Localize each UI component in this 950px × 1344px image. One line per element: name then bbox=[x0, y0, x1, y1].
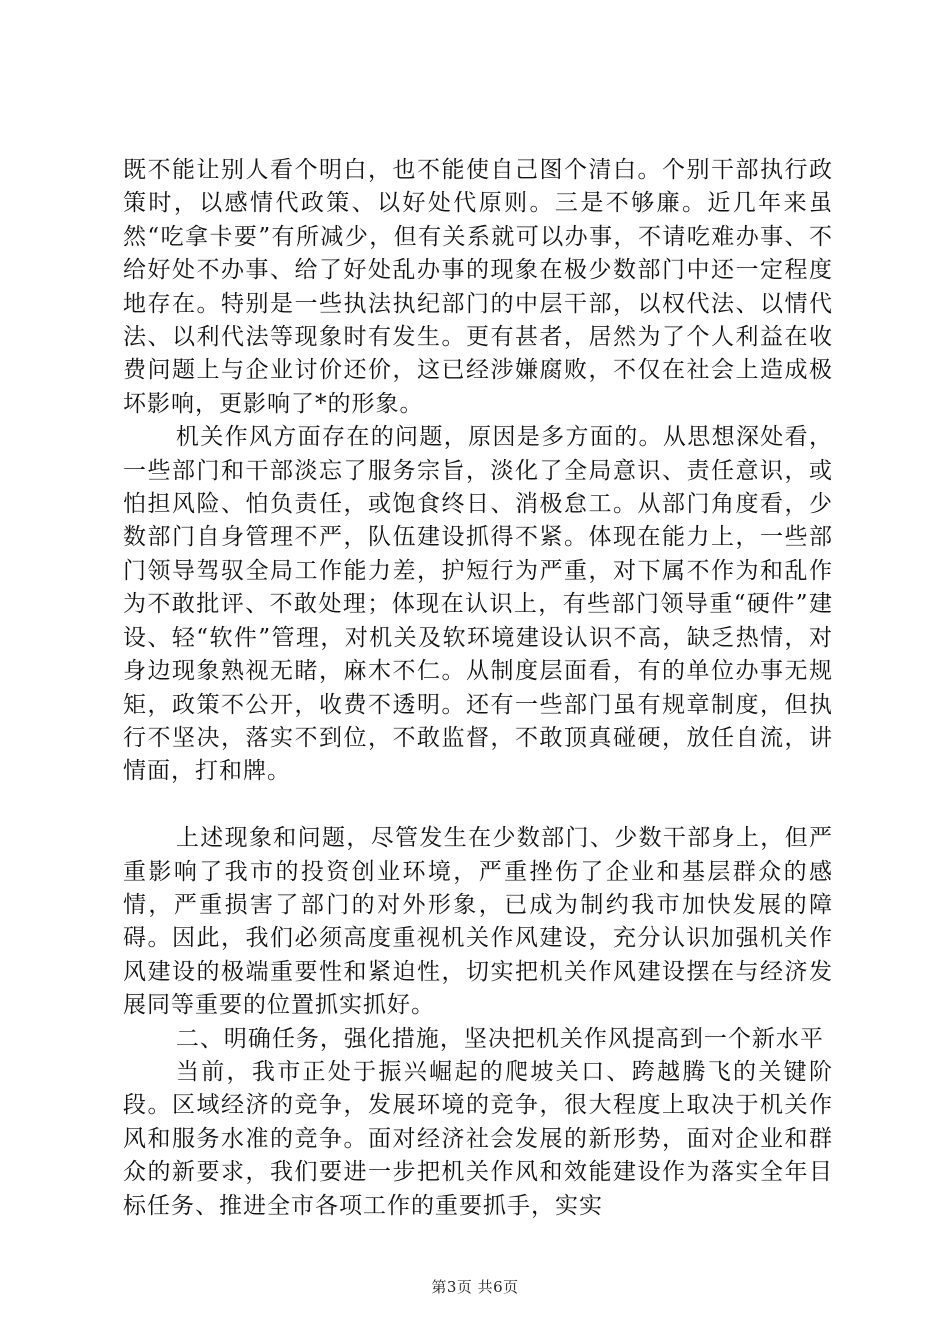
page-footer: 第3页 共6页 bbox=[431, 1278, 519, 1296]
paragraph: 上述现象和问题，尽管发生在少数部门、少数干部身上，但严重影响了我市的投资创业环境，严重挫伤了企业和基层群众的感情，严重损害了部门的对外形象，已成为制约我市加快发展的障碍。因此，我们必须高度重视机关作风建设，充分认识加强机关作风建设的极端重要性和紧迫性，切实把机关作风建设摆在与经济发展同等重要的位置抓实抓好。 bbox=[123, 825, 833, 1019]
paragraph: 既不能让别人看个明白，也不能使自己图个清白。个别干部执行政策时，以感情代政策、以好处代原则。三是不够廉。近几年来虽然“吃拿卡要”有所减少，但有关系就可以办事，不请吃难办事、不给好处不办事、给了好处乱办事的现象在极少数部门中还一定程度地存在。特别是一些执法执纪部门的中层干部，以权代法、以情代法、以利代法等现象时有发生。更有甚者，居然为了个人利益在收费问题上与企业讨价还价，这已经涉嫌腐败，不仅在社会上造成极坏影响，更影响了*的形象。 bbox=[123, 157, 833, 417]
document-body bbox=[123, 154, 833, 1223]
section-heading: 二、明确任务，强化措施，坚决把机关作风提高到一个新水平 bbox=[175, 1025, 824, 1052]
paragraph: 当前，我市正处于振兴崛起的爬坡关口、跨越腾飞的关键阶段。区域经济的竞争，发展环境的竞争，很大程度上取决于机关作风和服务水准的竞争。面对经济社会发展的新形势，面对企业和群众的新要求，我们要进一步把机关作风和效能建设作为落实全年目标任务、推进全市各项工作的重要抓手，实实 bbox=[123, 1058, 833, 1219]
paragraph: 机关作风方面存在的问题，原因是多方面的。从思想深处看，一些部门和干部淡忘了服务宗旨，淡化了全局意识、责任意识，或怕担风险、怕负责任，或饱食终日、消极怠工。从部门角度看，少数部门自身管理不严，队伍建设抓得不紧。体现在能力上，一些部门领导驾驭全局工作能力差，护短行为严重，对下属不作为和乱作为不敢批评、不敢处理；体现在认识上，有些部门领导重“硬件”建设、轻“软件”管理，对机关及软环境建设认识不高，缺乏热情，对身边现象熟视无睹，麻木不仁。从制度层面看，有的单位办事无规矩，政策不公开，收费不透明。还有一些部门虽有规章制度，但执行不坚决，落实不到位，不敢监督，不敢顶真碰硬，放任自流，讲情面，打和牌。 bbox=[123, 424, 833, 785]
